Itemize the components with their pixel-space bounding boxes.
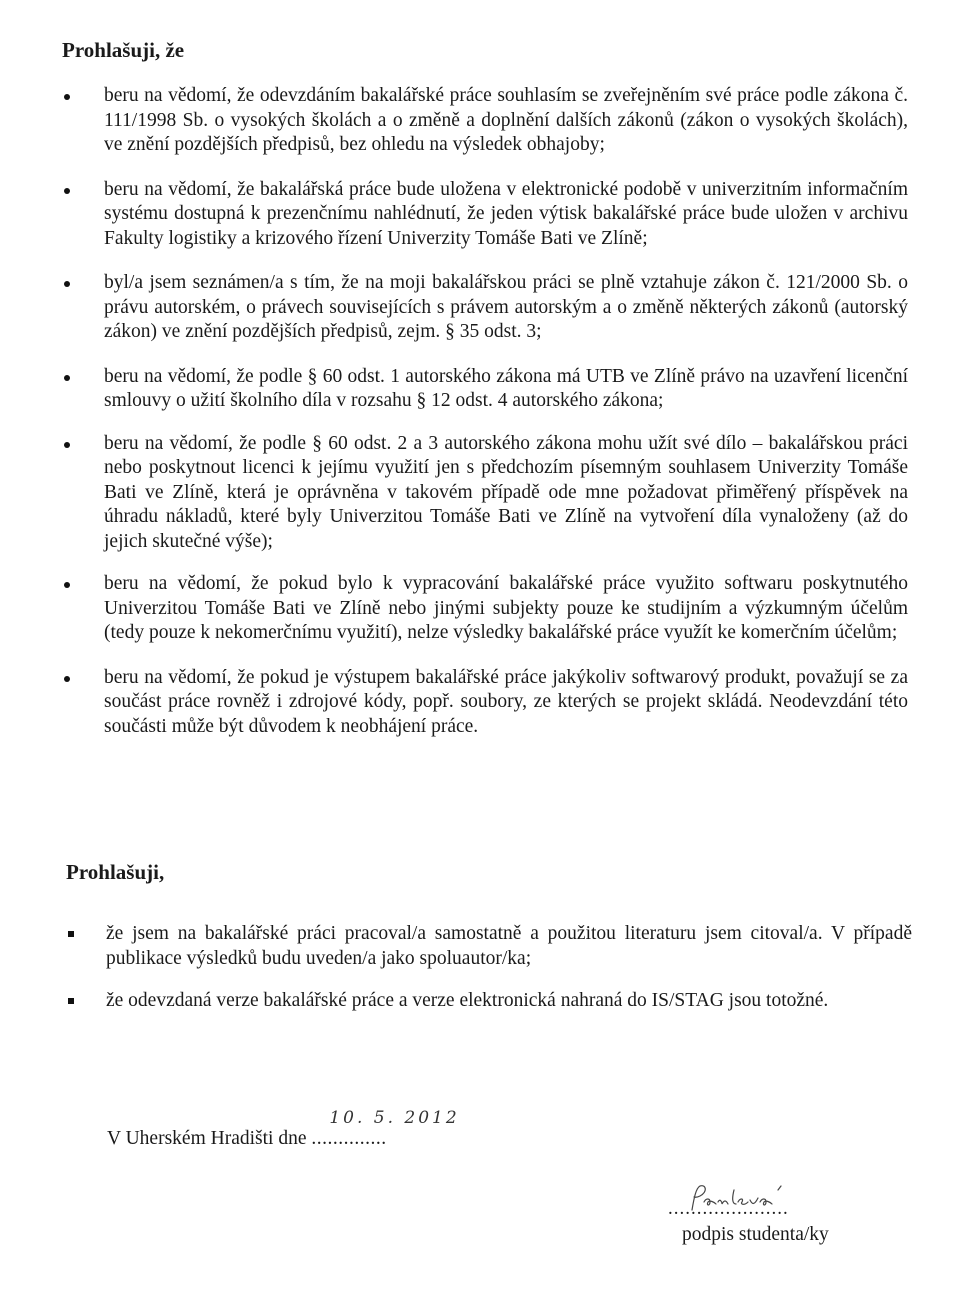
signature-dots: ..................... [668, 1198, 789, 1219]
list-item: že jsem na bakalářské práci pracoval/a samostatně a použitou literaturu jsem citoval/a. V případě publikace výsledků budu uveden/a jako spoluautor/ka; [106, 922, 912, 971]
list-item: beru na vědomí, že odevzdáním bakalářské práce souhlasím se zveřejněním své práce podle zákona č. 111/1998 Sb. o vysokých školách a o změně a doplnění dalších zákonů (zákon o vysokých školách), ve znění pozdějších předpisů, bez ohledu na výsledek obhajoby; [104, 84, 908, 158]
place-label: V Uherském Hradišti dne [107, 1128, 307, 1149]
list-item: beru na vědomí, že pokud bylo k vypracování bakalářské práce využito softwaru poskytnutého Univerzitou Tomáše Bati ve Zlíně nebo jinými subjekty pouze ke studijním a výzkumným účelům (tedy pouze k nekomerčnímu využití), nelze výsledky bakalářské práce využít ke komerčním účelům; [104, 572, 908, 646]
handwritten-date: 10. 5. 2012 [329, 1108, 460, 1128]
list-item: beru na vědomí, že bakalářská práce bude uložena v elektronické podobě v univerzitním informačním systému dostupná k prezenčnímu nahlédnutí, že jeden výtisk bakalářské práce bude uložen v archivu Fakulty logistiky a krizového řízení Univerzity Tomáše Bati ve Zlíně; [104, 178, 908, 252]
signature-block [668, 1180, 858, 1246]
date-dots: .............. 10. 5. 2012 [311, 1108, 460, 1149]
signature-label: podpis studenta/ky [682, 1224, 829, 1245]
list-item: beru na vědomí, že pokud je výstupem bakalářské práce jakýkoliv softwarový produkt, považují se za součást práce rovněž i zdrojové kódy, popř. soubory, ze kterých se projekt skládá. Neodevzdání této součásti může být důvodem k neobhájení práce. [104, 666, 908, 740]
place-date-line [107, 1108, 460, 1150]
section-2-heading: Prohlašuji, [66, 860, 165, 884]
list-item: beru na vědomí, že podle § 60 odst. 1 autorského zákona má UTB ve Zlíně právo na uzavření licenční smlouvy o užití školního díla v rozsahu § 12 odst. 4 autorského zákona; [104, 365, 908, 414]
section-2-list [106, 922, 912, 1032]
list-item: byl/a jsem seznámen/a s tím, že na moji bakalářskou práci se plně vztahuje zákon č. 121/2000 Sb. o právu autorském, o právech souvisejících s právem autorským a o změně některých zákonů (autorský zákon) ve znění pozdějších předpisů, zejm. § 35 odst. 3; [104, 271, 908, 345]
section-1-list [104, 84, 908, 759]
section-1-heading: Prohlašuji, že [62, 38, 185, 62]
list-item: že odevzdaná verze bakalářské práce a verze elektronická nahraná do IS/STAG jsou totožné. [106, 989, 912, 1014]
list-item: beru na vědomí, že podle § 60 odst. 2 a 3 autorského zákona mohu užít své dílo – bakalářskou práci nebo poskytnout licenci k jejímu využití jen s předchozím písemným souhlasem Univerzity Tomáše Bati ve Zlíně, která je oprávněna v takovém případě ode mne požadovat přiměřený příspěvek na úhradu nákladů, které byly Univerzitou Tomáše Bati ve Zlíně na vytvoření díla vynaloženy (až do jejich skutečné výše); [104, 432, 908, 555]
